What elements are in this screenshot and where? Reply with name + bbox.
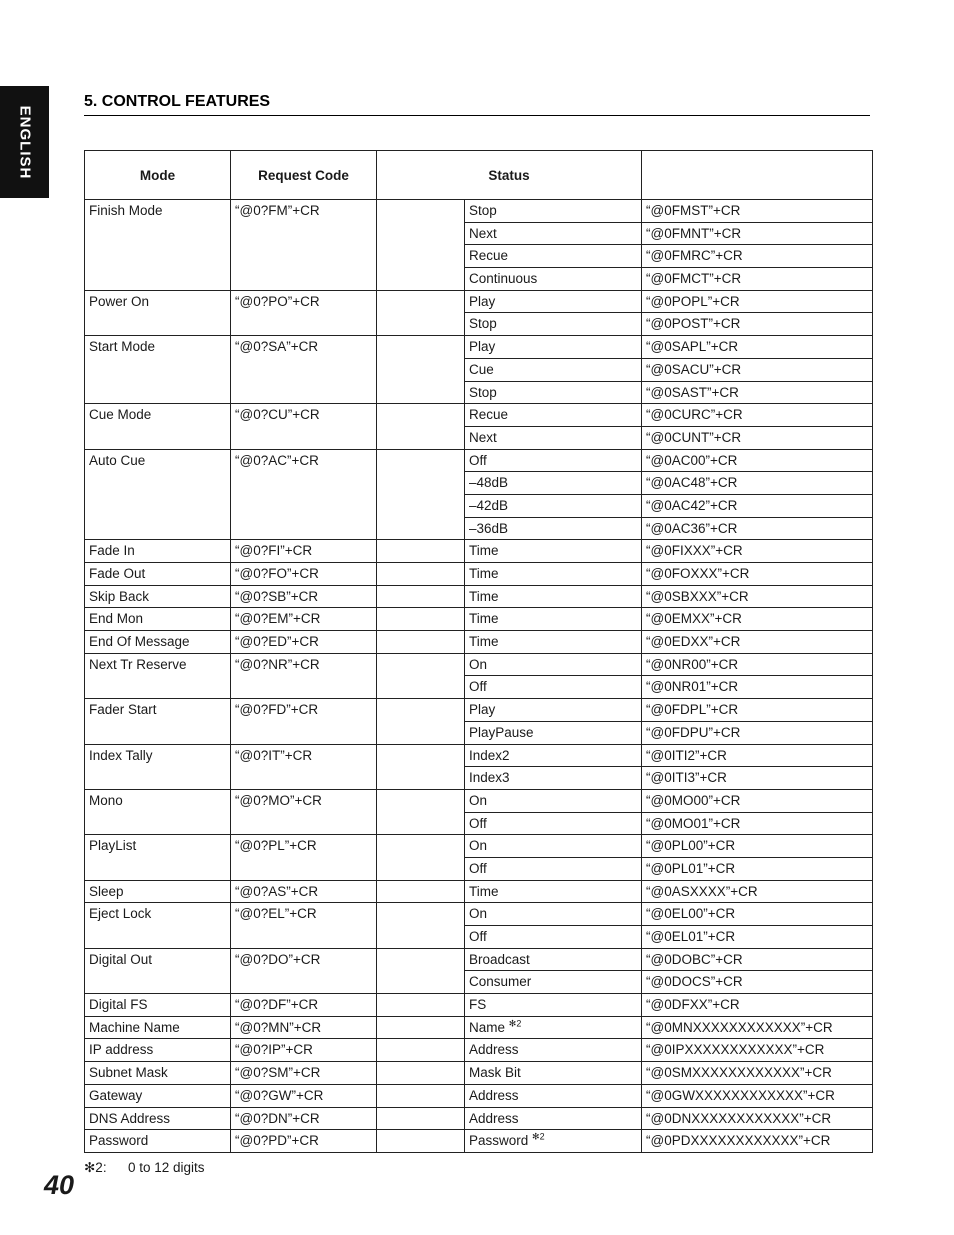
- status-cell: [465, 313, 642, 336]
- response-code-cell: “@0ITI2”+CR: [642, 744, 873, 767]
- response-code-cell: “@0POPL”+CR: [642, 290, 873, 313]
- request-code-cell: “@0?DO”+CR: [231, 948, 377, 993]
- status-label: Password: [469, 1133, 529, 1149]
- request-code-cell: “@0?AC”+CR: [231, 449, 377, 540]
- request-code-cell: “@0?IP”+CR: [231, 1039, 377, 1062]
- status-cell: [465, 358, 642, 381]
- request-code-cell: “@0?DN”+CR: [231, 1107, 377, 1130]
- blank-cell: [377, 994, 465, 1017]
- status-cell: [465, 857, 642, 880]
- response-code-cell: “@0SACU”+CR: [642, 358, 873, 381]
- request-code-cell: “@0?MN”+CR: [231, 1016, 377, 1039]
- status-cell: [465, 245, 642, 268]
- status-label: Stop: [469, 384, 497, 400]
- status-label: Mask Bit: [469, 1065, 521, 1081]
- blank-cell: [377, 1130, 465, 1153]
- response-code-cell: “@0EMXX”+CR: [642, 608, 873, 631]
- response-code-cell: “@0DOBC”+CR: [642, 948, 873, 971]
- status-cell: [465, 200, 642, 223]
- blank-cell: [377, 608, 465, 631]
- blank-cell: [377, 1107, 465, 1130]
- table-row: [85, 1016, 873, 1039]
- response-code-cell: “@0AC48”+CR: [642, 472, 873, 495]
- title-rule: [84, 115, 870, 116]
- table-row: [85, 1062, 873, 1085]
- footnote-text: 0 to 12 digits: [128, 1160, 205, 1175]
- mode-cell: Eject Lock: [85, 903, 231, 948]
- blank-cell: [377, 744, 465, 789]
- request-code-cell: “@0?NR”+CR: [231, 653, 377, 698]
- status-cell: [465, 1016, 642, 1039]
- response-code-cell: “@0ASXXXX”+CR: [642, 880, 873, 903]
- footnote-mark: ✻2:: [84, 1160, 107, 1175]
- status-label: Off: [469, 929, 487, 944]
- status-label: Index2: [469, 747, 510, 763]
- response-code-cell: “@0SAST”+CR: [642, 381, 873, 404]
- status-label: Off: [469, 679, 487, 695]
- status-cell: [465, 653, 642, 676]
- table-row: [85, 699, 873, 722]
- status-label: Time: [469, 588, 499, 604]
- status-label: Name: [469, 1019, 506, 1035]
- blank-cell: [377, 880, 465, 903]
- response-code-cell: “@0FDPL”+CR: [642, 699, 873, 722]
- response-code-cell: “@0GWXXXXXXXXXXXX”+CR: [642, 1084, 873, 1107]
- status-cell: [465, 767, 642, 790]
- table-row: [85, 631, 873, 654]
- blank-cell: [377, 835, 465, 880]
- mode-cell: Sleep: [85, 880, 231, 903]
- request-code-cell: “@0?ED”+CR: [231, 631, 377, 654]
- mode-cell: DNS Address: [85, 1107, 231, 1130]
- table-row: [85, 744, 873, 767]
- table-row: [85, 1130, 873, 1153]
- footnote: [84, 1160, 205, 1176]
- status-cell: [465, 721, 642, 744]
- status-cell: [465, 880, 642, 903]
- blank-cell: [377, 1039, 465, 1062]
- request-code-cell: “@0?PD”+CR: [231, 1130, 377, 1153]
- blank-cell: [377, 1084, 465, 1107]
- mode-cell: End Mon: [85, 608, 231, 631]
- status-cell: [465, 1084, 642, 1107]
- status-cell: [465, 517, 642, 540]
- table-row: [85, 563, 873, 586]
- table-row: [85, 789, 873, 812]
- mode-cell: Next Tr Reserve: [85, 653, 231, 698]
- status-label: Cue: [469, 361, 494, 377]
- status-label: Address: [469, 1110, 519, 1126]
- table-row: [85, 585, 873, 608]
- request-code-cell: “@0?CU”+CR: [231, 404, 377, 449]
- mode-cell: Machine Name: [85, 1016, 231, 1039]
- status-label: Recue: [469, 248, 509, 264]
- request-code-cell: “@0?SA”+CR: [231, 336, 377, 404]
- mode-cell: Auto Cue: [85, 449, 231, 540]
- mode-cell: Fader Start: [85, 699, 231, 744]
- response-code-cell: “@0FIXXX”+CR: [642, 540, 873, 563]
- status-label: On: [469, 838, 488, 854]
- blank-cell: [377, 585, 465, 608]
- response-code-cell: “@0PL00”+CR: [642, 835, 873, 858]
- mode-cell: Fade Out: [85, 563, 231, 586]
- table-row: [85, 290, 873, 313]
- request-code-cell: “@0?FD”+CR: [231, 699, 377, 744]
- response-code-cell: “@0PDXXXXXXXXXXXX”+CR: [642, 1130, 873, 1153]
- mode-cell: Fade In: [85, 540, 231, 563]
- status-cell: [465, 494, 642, 517]
- request-code-cell: “@0?SM”+CR: [231, 1062, 377, 1085]
- response-code-cell: “@0EL00”+CR: [642, 903, 873, 926]
- status-cell: [465, 744, 642, 767]
- status-label: Stop: [469, 203, 497, 218]
- header-blank: [642, 151, 873, 200]
- request-code-cell: “@0?DF”+CR: [231, 994, 377, 1017]
- request-code-cell: “@0?AS”+CR: [231, 880, 377, 903]
- blank-cell: [377, 200, 465, 291]
- response-code-cell: “@0FMST”+CR: [642, 200, 873, 223]
- status-cell: [465, 1062, 642, 1085]
- status-cell: [465, 835, 642, 858]
- response-code-cell: “@0POST”+CR: [642, 313, 873, 336]
- header-mode: Mode: [85, 151, 231, 200]
- response-code-cell: “@0FOXXX”+CR: [642, 563, 873, 586]
- response-code-cell: “@0PL01”+CR: [642, 857, 873, 880]
- status-cell: [465, 789, 642, 812]
- response-code-cell: “@0CUNT”+CR: [642, 426, 873, 449]
- status-label: Time: [469, 883, 499, 899]
- request-code-cell: “@0?MO”+CR: [231, 789, 377, 834]
- table-row: [85, 880, 873, 903]
- mode-cell: Index Tally: [85, 744, 231, 789]
- status-cell: [465, 336, 642, 359]
- response-code-cell: “@0SAPL”+CR: [642, 336, 873, 359]
- control-features-table: [84, 150, 873, 1153]
- table-row: [85, 449, 873, 472]
- table-row: [85, 948, 873, 971]
- request-code-cell: “@0?EL”+CR: [231, 903, 377, 948]
- table-row: [85, 835, 873, 858]
- table-row: [85, 200, 873, 223]
- header-row: [85, 151, 873, 200]
- table-body: [85, 200, 873, 1153]
- request-code-cell: “@0?SB”+CR: [231, 585, 377, 608]
- status-label: –48dB: [469, 475, 509, 491]
- status-cell: [465, 222, 642, 245]
- status-label: On: [469, 906, 488, 922]
- response-code-cell: “@0EL01”+CR: [642, 926, 873, 949]
- status-label: Off: [469, 815, 487, 831]
- mode-cell: IP address: [85, 1039, 231, 1062]
- mode-cell: Mono: [85, 789, 231, 834]
- status-cell: [465, 585, 642, 608]
- status-label: PlayPause: [469, 724, 534, 740]
- status-label: Next: [469, 225, 497, 241]
- status-label: Off: [469, 452, 487, 468]
- status-label: Continuous: [469, 271, 538, 287]
- response-code-cell: “@0DFXX”+CR: [642, 994, 873, 1017]
- status-cell: [465, 1130, 642, 1153]
- status-cell: [465, 381, 642, 404]
- status-label: Address: [469, 1087, 519, 1103]
- page-number: 40: [44, 1170, 75, 1200]
- blank-cell: [377, 699, 465, 744]
- response-code-cell: “@0MO00”+CR: [642, 789, 873, 812]
- status-cell: [465, 676, 642, 699]
- table-row: [85, 1107, 873, 1130]
- blank-cell: [377, 404, 465, 449]
- status-label: On: [469, 656, 488, 672]
- blank-cell: [377, 449, 465, 540]
- blank-cell: [377, 631, 465, 654]
- status-label: Next: [469, 429, 497, 445]
- response-code-cell: “@0FMRC”+CR: [642, 245, 873, 268]
- response-code-cell: “@0NR00”+CR: [642, 653, 873, 676]
- request-code-cell: “@0?EM”+CR: [231, 608, 377, 631]
- status-cell: [465, 404, 642, 427]
- response-code-cell: “@0FMNT”+CR: [642, 222, 873, 245]
- status-cell: [465, 948, 642, 971]
- mode-cell: Power On: [85, 290, 231, 335]
- section-title: 5. CONTROL FEATURES: [84, 93, 271, 110]
- status-cell: [465, 631, 642, 654]
- table-row: [85, 653, 873, 676]
- mode-cell: Start Mode: [85, 336, 231, 404]
- footnote-ref: ✻2: [532, 1131, 545, 1142]
- response-code-cell: “@0DNXXXXXXXXXXXX”+CR: [642, 1107, 873, 1130]
- response-code-cell: “@0NR01”+CR: [642, 676, 873, 699]
- status-label: Play: [469, 702, 496, 718]
- response-code-cell: “@0AC00”+CR: [642, 449, 873, 472]
- status-label: Recue: [469, 407, 509, 423]
- mode-cell: Gateway: [85, 1084, 231, 1107]
- header-request-code: Request Code: [231, 151, 377, 200]
- status-cell: [465, 472, 642, 495]
- status-cell: [465, 1039, 642, 1062]
- request-code-cell: “@0?FO”+CR: [231, 563, 377, 586]
- status-cell: [465, 699, 642, 722]
- table-row: [85, 608, 873, 631]
- mode-cell: Subnet Mask: [85, 1062, 231, 1085]
- status-label: FS: [469, 997, 487, 1013]
- mode-cell: End Of Message: [85, 631, 231, 654]
- response-code-cell: “@0EDXX”+CR: [642, 631, 873, 654]
- language-tab: [0, 86, 49, 198]
- status-cell: [465, 426, 642, 449]
- status-label: Play: [469, 339, 496, 355]
- response-code-cell: “@0SBXXX”+CR: [642, 585, 873, 608]
- response-code-cell: “@0FMCT”+CR: [642, 268, 873, 291]
- blank-cell: [377, 948, 465, 993]
- table-row: [85, 1084, 873, 1107]
- response-code-cell: “@0MO01”+CR: [642, 812, 873, 835]
- language-tab-label: ENGLISH: [16, 105, 33, 179]
- table-row: [85, 336, 873, 359]
- response-code-cell: “@0FDPU”+CR: [642, 721, 873, 744]
- table-row: [85, 994, 873, 1017]
- blank-cell: [377, 903, 465, 948]
- status-cell: [465, 608, 642, 631]
- table-row: [85, 903, 873, 926]
- footnote-ref: ✻2: [508, 1018, 522, 1029]
- mode-cell: Cue Mode: [85, 404, 231, 449]
- request-code-cell: “@0?FM”+CR: [231, 200, 377, 291]
- status-label: –36dB: [469, 520, 509, 536]
- response-code-cell: “@0IPXXXXXXXXXXXX”+CR: [642, 1039, 873, 1062]
- request-code-cell: “@0?FI”+CR: [231, 540, 377, 563]
- status-cell: [465, 290, 642, 313]
- response-code-cell: “@0AC36”+CR: [642, 517, 873, 540]
- status-label: Time: [469, 634, 499, 650]
- request-code-cell: “@0?PL”+CR: [231, 835, 377, 880]
- status-cell: [465, 812, 642, 835]
- blank-cell: [377, 336, 465, 404]
- status-cell: [465, 449, 642, 472]
- mode-cell: Password: [85, 1130, 231, 1153]
- status-cell: [465, 268, 642, 291]
- status-label: Stop: [469, 316, 497, 332]
- status-label: –42dB: [469, 497, 509, 513]
- status-label: Consumer: [469, 974, 532, 990]
- response-code-cell: “@0ITI3”+CR: [642, 767, 873, 790]
- blank-cell: [377, 653, 465, 698]
- table-row: [85, 1039, 873, 1062]
- blank-cell: [377, 540, 465, 563]
- mode-cell: Digital FS: [85, 994, 231, 1017]
- mode-cell: PlayList: [85, 835, 231, 880]
- status-label: Index3: [469, 770, 510, 786]
- response-code-cell: “@0CURC”+CR: [642, 404, 873, 427]
- mode-cell: Digital Out: [85, 948, 231, 993]
- status-label: Broadcast: [469, 951, 530, 967]
- blank-cell: [377, 789, 465, 834]
- status-label: Time: [469, 543, 499, 559]
- status-cell: [465, 903, 642, 926]
- response-code-cell: “@0DOCS”+CR: [642, 971, 873, 994]
- status-cell: [465, 926, 642, 949]
- request-code-cell: “@0?PO”+CR: [231, 290, 377, 335]
- status-label: On: [469, 792, 488, 808]
- response-code-cell: “@0AC42”+CR: [642, 494, 873, 517]
- response-code-cell: “@0MNXXXXXXXXXXXX”+CR: [642, 1016, 873, 1039]
- request-code-cell: “@0?IT”+CR: [231, 744, 377, 789]
- mode-cell: Skip Back: [85, 585, 231, 608]
- blank-cell: [377, 1016, 465, 1039]
- status-cell: [465, 563, 642, 586]
- table-row: [85, 540, 873, 563]
- status-cell: [465, 994, 642, 1017]
- status-label: Time: [469, 566, 499, 581]
- status-cell: [465, 971, 642, 994]
- status-cell: [465, 540, 642, 563]
- status-label: Off: [469, 860, 487, 876]
- blank-cell: [377, 563, 465, 586]
- status-label: Time: [469, 611, 499, 627]
- blank-cell: [377, 290, 465, 335]
- status-cell: [465, 1107, 642, 1130]
- status-label: Play: [469, 293, 496, 309]
- request-code-cell: “@0?GW”+CR: [231, 1084, 377, 1107]
- blank-cell: [377, 1062, 465, 1085]
- table-row: [85, 404, 873, 427]
- mode-cell: Finish Mode: [85, 200, 231, 291]
- response-code-cell: “@0SMXXXXXXXXXXXX”+CR: [642, 1062, 873, 1085]
- header-status: Status: [377, 151, 642, 200]
- status-label: Address: [469, 1042, 519, 1058]
